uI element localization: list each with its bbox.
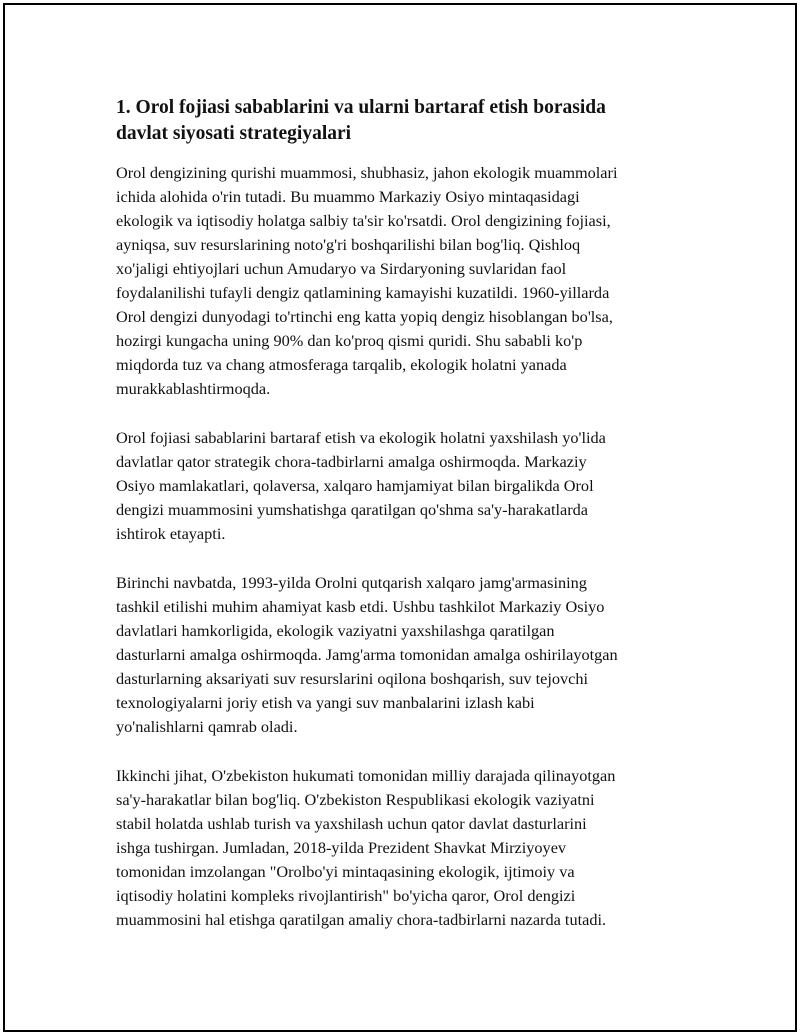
text-line: Ikkinchi jihat, O'zbekiston hukumati tomonidan milliy darajada qilinayotgan <box>116 766 616 785</box>
paragraph-3 <box>116 571 691 739</box>
paragraph-1 <box>116 161 691 401</box>
text-line: tomonidan imzolangan "Orolbo'yi mintaqasining ekologik, ijtimoiy va <box>116 862 575 881</box>
heading-line: davlat siyosati strategiyalari <box>116 123 352 144</box>
text-line: miqdorda tuz va chang atmosferaga tarqalib, ekologik holatni yanada <box>116 355 567 374</box>
text-line: ishga tushirgan. Jumladan, 2018-yilda Prezident Shavkat Mirziyoyev <box>116 838 567 857</box>
paragraph-4 <box>116 764 691 932</box>
paragraph-2 <box>116 426 691 546</box>
text-line: ekologik va iqtisodiy holatga salbiy ta'sir ko'rsatdi. Orol dengizining fojiasi, <box>116 211 611 230</box>
text-line: Osiyo mamlakatlari, qolaversa, xalqaro hamjamiyat bilan birgalikda Orol <box>116 476 594 495</box>
section-heading <box>116 95 691 147</box>
text-line: Birinchi navbatda, 1993-yilda Orolni qutqarish xalqaro jamg'armasining <box>116 573 587 592</box>
text-line: hozirgi kungacha uning 90% dan ko'proq qismi quridi. Shu sababli ko'p <box>116 331 583 350</box>
text-line: ichida alohida o'rin tutadi. Bu muammo Markaziy Osiyo mintaqasidagi <box>116 187 580 206</box>
text-line: Orol dengizining qurishi muammosi, shubhasiz, jahon ekologik muammolari <box>116 163 618 182</box>
text-line: texnologiyalarni joriy etish va yangi suv manbalarini izlash kabi <box>116 693 535 712</box>
text-line: davlatlari hamkorligida, ekologik vaziyatni yaxshilashga qaratilgan <box>116 621 555 640</box>
heading-line: 1. Orol fojiasi sabablarini va ularni bartaraf etish borasida <box>116 97 606 118</box>
document-body <box>116 95 691 957</box>
text-line: Orol fojiasi sabablarini bartaraf etish va ekologik holatni yaxshilash yo'lida <box>116 428 606 447</box>
text-line: sa'y-harakatlar bilan bog'liq. O'zbekiston Respublikasi ekologik vaziyatni <box>116 790 595 809</box>
text-line: dengizi muammosini yumshatishga qaratilgan qo'shma sa'y-harakatlarda <box>116 500 589 519</box>
text-line: yo'nalishlarni qamrab oladi. <box>116 717 298 736</box>
text-line: iqtisodiy holatini kompleks rivojlantirish" bo'yicha qaror, Orol dengizi <box>116 886 576 905</box>
text-line: muammosini hal etishga qaratilgan amaliy chora-tadbirlarni nazarda tutadi. <box>116 910 607 929</box>
text-line: davlatlar qator strategik chora-tadbirlarni amalga oshirmoqda. Markaziy <box>116 452 587 471</box>
text-line: xo'jaligi ehtiyojlari uchun Amudaryo va Sirdaryoning suvlaridan faol <box>116 259 567 278</box>
text-line: stabil holatda ushlab turish va yaxshilash uchun qator davlat dasturlarini <box>116 814 587 833</box>
text-line: ishtirok etayapti. <box>116 524 226 543</box>
text-line: dasturlarni amalga oshirmoqda. Jamg'arma tomonidan amalga oshirilayotgan <box>116 645 618 664</box>
text-line: Orol dengizi dunyodagi to'rtinchi eng katta yopiq dengiz hisoblangan bo'lsa, <box>116 307 613 326</box>
text-line: ayniqsa, suv resurslarining noto'g'ri boshqarilishi bilan bog'liq. Qishloq <box>116 235 581 254</box>
text-line: dasturlarning aksariyati suv resurslarini oqilona boshqarish, suv tejovchi <box>116 669 589 688</box>
text-line: tashkil etilishi muhim ahamiyat kasb etdi. Ushbu tashkilot Markaziy Osiyo <box>116 597 605 616</box>
text-line: murakkablashtirmoqda. <box>116 379 271 398</box>
text-line: foydalanilishi tufayli dengiz qatlamining kamayishi kuzatildi. 1960-yillarda <box>116 283 610 302</box>
